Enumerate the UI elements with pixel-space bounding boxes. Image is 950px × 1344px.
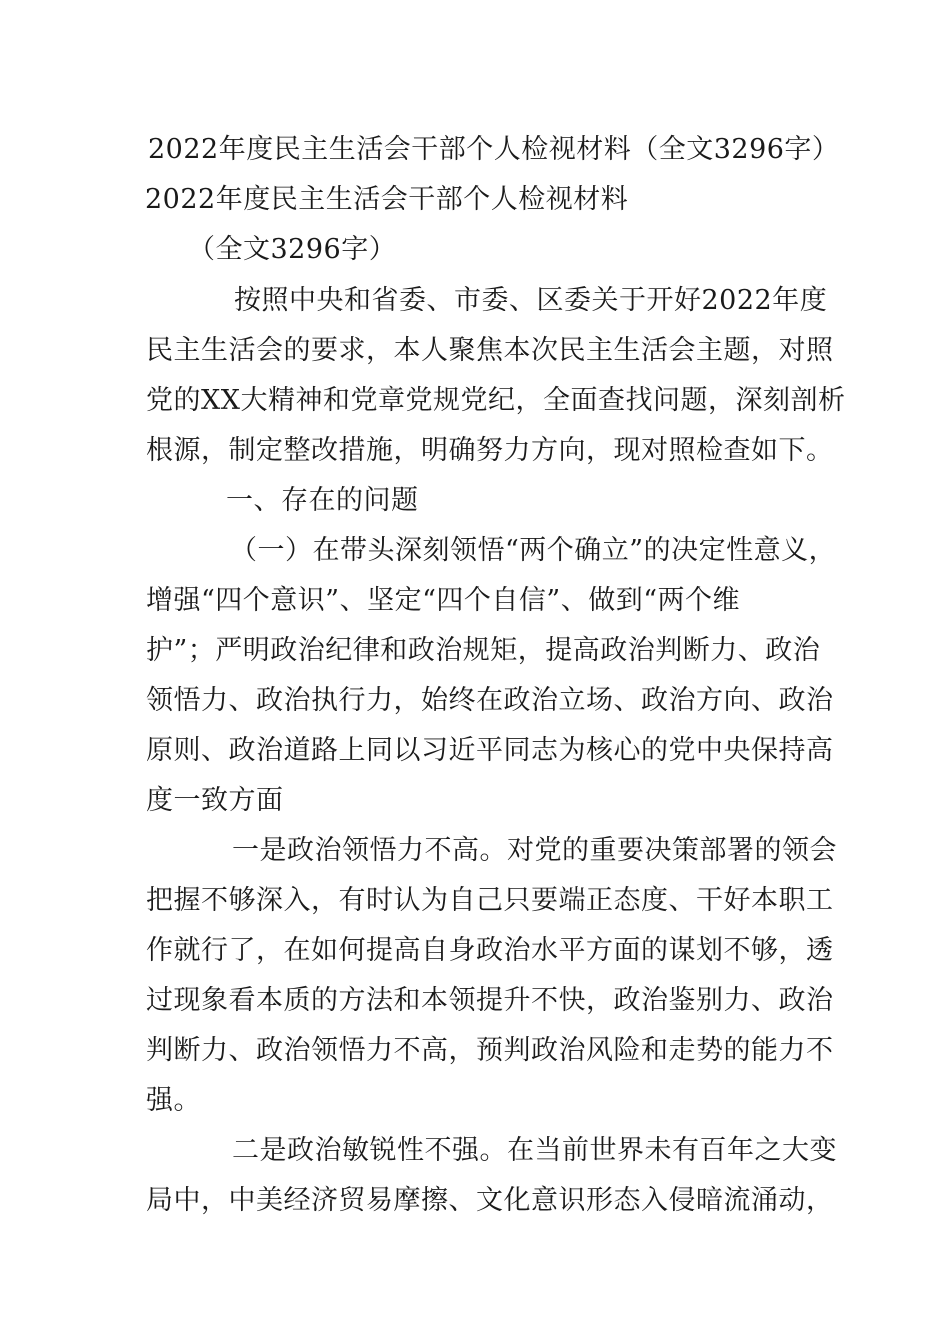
subsection-heading-line: 领悟力、政治执行力，始终在政治立场、政治方向、政治 — [146, 685, 834, 716]
paragraph-point-one-line: 强。 — [146, 1085, 201, 1116]
paragraph-point-one-line: 判断力、政治领悟力不高，预判政治风险和走势的能力不 — [146, 1035, 834, 1066]
paragraph-point-one-line: 一是政治领悟力不高。对党的重要决策部署的领会 — [232, 835, 837, 866]
document-title: 2022年度民主生活会干部个人检视材料（全文3296字） — [148, 134, 840, 165]
document-subtitle: 2022年度民主生活会干部个人检视材料 — [145, 184, 629, 215]
paragraph-intro-line: 党的XX大精神和党章党规党纪，全面查找问题，深刻剖析 — [146, 385, 846, 416]
subsection-heading-line: 增强“四个意识”、坚定“四个自信”、做到“两个维 — [146, 585, 741, 616]
paragraph-point-one-line: 过现象看本质的方法和本领提升不快，政治鉴别力、政治 — [146, 985, 834, 1016]
paragraph-point-one-line: 作就行了，在如何提高自身政治水平方面的谋划不够，透 — [146, 935, 834, 966]
paragraph-point-two-line: 局中，中美经济贸易摩擦、文化意识形态入侵暗流涌动， — [146, 1185, 834, 1216]
paragraph-point-two-line: 二是政治敏锐性不强。在当前世界未有百年之大变 — [232, 1135, 837, 1166]
subsection-heading-line: 度一致方面 — [146, 785, 284, 816]
word-count-note: （全文3296字） — [188, 234, 397, 265]
paragraph-point-one-line: 把握不够深入，有时认为自己只要端正态度、干好本职工 — [146, 885, 834, 916]
paragraph-intro-line: 民主生活会的要求，本人聚焦本次民主生活会主题，对照 — [146, 335, 834, 366]
paragraph-intro-line: 根源，制定整改措施，明确努力方向，现对照检查如下。 — [146, 435, 834, 466]
subsection-heading-line: 护”；严明政治纪律和政治规矩，提高政治判断力、政治 — [146, 635, 821, 666]
subsection-heading-line: 原则、政治道路上同以习近平同志为核心的党中央保持高 — [146, 735, 834, 766]
section-heading-problems: 一、存在的问题 — [226, 485, 419, 516]
paragraph-intro-line: 按照中央和省委、市委、区委关于开好2022年度 — [234, 285, 828, 316]
subsection-heading-line: （一）在带头深刻领悟“两个确立”的决定性意义， — [230, 535, 837, 566]
